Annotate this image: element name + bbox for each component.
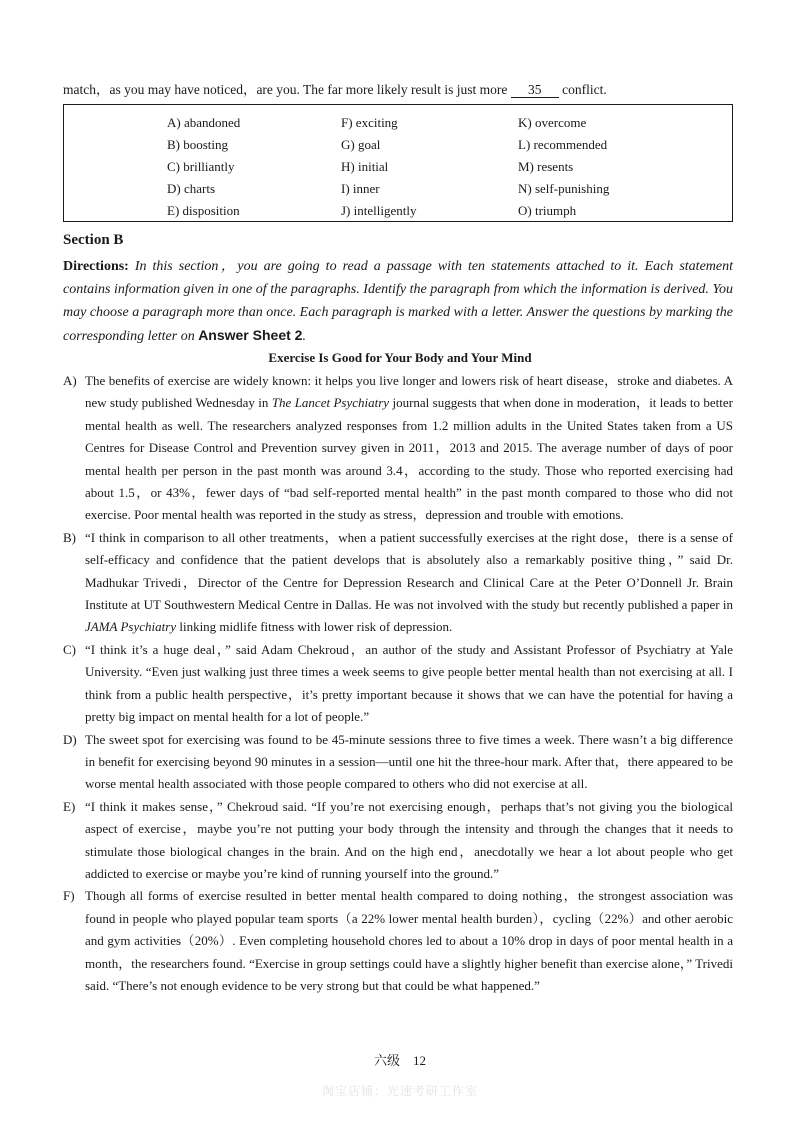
- paragraph-label: F): [63, 888, 75, 904]
- word-option: D) charts: [167, 181, 216, 196]
- word-option: N) self-punishing: [518, 181, 610, 196]
- word-bank-column-3: [518, 112, 609, 222]
- section-title: Section B: [63, 232, 124, 248]
- paragraph-d: [63, 729, 733, 796]
- word-option: A) abandoned: [167, 115, 241, 130]
- answer-sheet-label: Answer Sheet 2: [198, 327, 303, 343]
- paragraph-label: D): [63, 731, 77, 747]
- word-option: F) exciting: [341, 115, 398, 130]
- page-footer: 六级 12: [373, 1053, 426, 1068]
- watermark: 淘宝店铺：光速考研工作室: [321, 1084, 478, 1098]
- paragraph-text: The benefits of exercise are widely known: it helps you live longer and lowers risk of heart disease，stroke and diabetes. A new study published Wednesday in: [85, 373, 733, 411]
- passage-body: [63, 370, 733, 997]
- paragraph-text: Though all forms of exercise resulted in better mental health compared to doing nothing，the strongest association was found in people who played popular team sports（a 22% lower mental health burden），cycling（22%）and other aerobic and gym activities（20%）. Even completing household chores led to about a 10% drop in days of poor mental health in a month，the researchers found. “Exercise in group settings could have a slightly higher benefit than exercise alone，” Trivedi said. “There’s not enough evidence to be very strong but that could be what happened.”: [85, 888, 733, 993]
- paragraph-f: [63, 885, 733, 997]
- paragraph-label: E): [63, 798, 76, 814]
- word-option: M) resents: [518, 159, 574, 174]
- paragraph-label: C): [63, 641, 76, 657]
- word-option: O) triumph: [518, 203, 577, 218]
- paragraph-e: [63, 796, 733, 886]
- word-bank-column-2: [341, 112, 416, 222]
- directions: [63, 255, 733, 348]
- journal-title: JAMA Psychiatry: [85, 619, 177, 635]
- journal-title: The Lancet Psychiatry: [271, 395, 390, 411]
- lead-line: [63, 78, 607, 98]
- word-option: H) initial: [341, 159, 389, 174]
- directions-end: .: [302, 329, 306, 344]
- word-option: L) recommended: [518, 137, 608, 152]
- paragraph-text: “I think it makes sense，” Chekroud said. “If you’re not exercising enough，perhaps that’s not giving you the biological aspect of exercise，maybe you’re not putting your body through the intensity and through the changes that it needs to stimulate those biological changes in the brain. And on the high end，anecdotally we hear a lot about people who get addicted to exercise or maybe you’re kind of running yourself into the ground.”: [85, 798, 733, 881]
- word-option: B) boosting: [167, 137, 229, 152]
- passage-title: Exercise Is Good for Your Body and Your Mind: [268, 350, 532, 365]
- paragraph-text: linking midlife fitness with lower risk of depression.: [176, 619, 453, 635]
- word-option: C) brilliantly: [167, 159, 235, 174]
- word-option: J) intelligently: [341, 203, 417, 218]
- lead-text-before: match，as you may have noticed，are you. The far more likely result is just more: [63, 82, 508, 97]
- word-option: G) goal: [341, 137, 381, 152]
- paragraph-text: The sweet spot for exercising was found to be 45-minute sessions three to five times a week. There wasn’t a big difference in benefit for exercising beyond 90 minutes in a session—until one hit the three-hour mark. After that，there appeared to be worse mental health associated with those people compared to others who did not exercise at all.: [85, 731, 733, 792]
- paragraph-c: [63, 639, 733, 729]
- word-option: I) inner: [341, 181, 380, 196]
- lead-text-after: conflict.: [562, 82, 607, 97]
- word-option: E) disposition: [167, 203, 240, 218]
- paragraph-label: A): [63, 373, 77, 388]
- directions-label: Directions:: [63, 259, 129, 274]
- word-bank-box: [63, 104, 733, 222]
- paragraph-text: “I think it’s a huge deal，” said Adam Chekroud，an author of the study and Assistant Professor of Psychiatry at Yale University. “Even just walking just three times a week seems to give people better mental health than not exercising at all. I think from a public health perspective，it’s pretty important because it shows that we can have the potential for having a pretty big impact on mental health for a lot of people.”: [85, 641, 733, 725]
- word-bank-column-1: [167, 112, 240, 222]
- paragraph-label: B): [63, 529, 76, 545]
- word-option: K) overcome: [518, 115, 587, 130]
- paragraph-a: [63, 370, 733, 527]
- paragraph-text: “I think in comparison to all other treatments，when a patient successfully exercises at the right dose，there is a sense of self-efficacy and confidence that the patient develops that is absolutely also a remarkably positive thing，” said Dr. Madhukar Trivedi，Director of the Centre for Depression Research and Clinical Care at the Peter O’Donnell Jr. Brain Institute at UT Southwestern Medical Centre in Dallas. He was not involved with the study but recently published a paper in: [85, 529, 733, 613]
- answer-blank-35: 35: [511, 83, 559, 98]
- paragraph-text: journal suggests that when done in moderation，it leads to better mental health as well. The researchers analyzed responses from 1.2 million adults in the United States taken from a US Centres for Disease Control and Prevention survey given in 2011，2013 and 2015. The average number of days of poor mental health per person in the past month was around 3.4，according to the study. Those who reported exercising had about 1.5，or 43%，fewer days of “bad self-reported mental health” in the past month compared to those who did not exercise. Poor mental health was reported in the study as stress，depression and trouble with emotions.: [85, 395, 734, 523]
- paragraph-b: [63, 527, 733, 639]
- directions-text: In this section，you are going to read a passage with ten statements attached to it. Each statement contains information given in one of the paragraphs. Identify the paragraph from which the information is derived. You may choose a paragraph more than once. Each paragraph is marked with a letter. Answer the questions by marking the corresponding letter on: [63, 259, 733, 344]
